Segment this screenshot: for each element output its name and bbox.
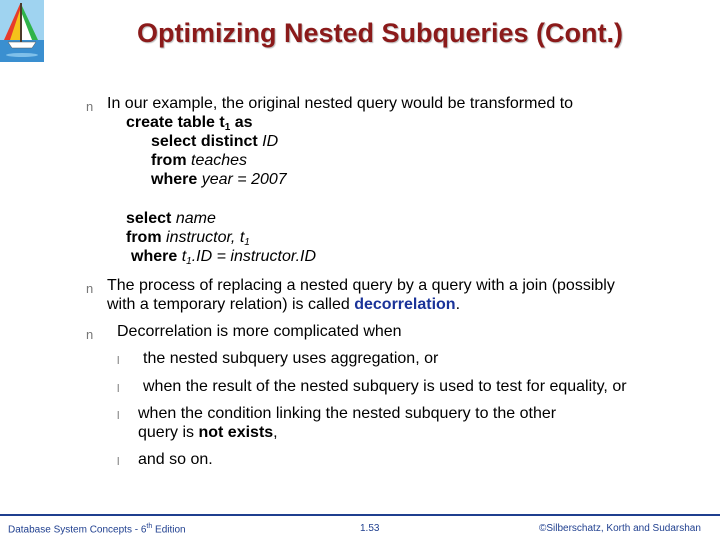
sub-bullet-3-comma: , <box>273 424 278 441</box>
bullet-marker: n <box>86 99 94 114</box>
bullet-marker: n <box>86 281 94 296</box>
where-join-b: .ID = instructor.ID <box>191 248 317 265</box>
footer-book-title <box>8 523 186 535</box>
bullet-2-line-2-text: with a temporary relation) is called <box>107 296 350 313</box>
decorrelation-term: decorrelation <box>354 296 456 313</box>
where-value: year = 2007 <box>201 171 287 188</box>
from-teaches-line <box>151 151 247 170</box>
footer-page-number: 1.53 <box>360 523 380 534</box>
from-value-2: instructor, t <box>166 229 245 246</box>
create-table-text: create table t <box>126 114 225 131</box>
from-keyword-2: from <box>126 229 162 246</box>
create-table-line <box>126 113 253 132</box>
where-join-a: t <box>181 248 187 265</box>
bullet-1-text: In our example, the original nested query would be transformed to <box>107 95 574 112</box>
select-distinct-value: ID <box>262 133 279 150</box>
select-distinct-keyword: select distinct <box>151 133 258 150</box>
bullet-2-period: . <box>455 296 461 313</box>
create-table-subscript: 1 <box>224 122 231 133</box>
sub-bullet-3-line-1: when the condition linking the nested subquery to the other <box>138 405 557 422</box>
from-instructor-line <box>126 228 250 247</box>
sub-bullet-2: when the result of the nested subquery is used to test for equality, or <box>143 378 627 395</box>
where-year-line <box>151 170 287 189</box>
where-join-subscript: 1 <box>186 256 192 267</box>
footer-book-title-a: Database System Concepts - 6 <box>8 524 147 536</box>
from-subscript: 1 <box>244 237 250 248</box>
sub-bullet-3-line-2 <box>138 423 278 442</box>
footer-book-title-sup: th <box>146 523 153 530</box>
footer-copyright: ©Silberschatz, Korth and Sudarshan <box>539 523 701 534</box>
sub-bullet-3-text: query is <box>138 424 195 441</box>
sub-bullet-marker: l <box>117 456 120 468</box>
footer-divider <box>0 514 720 516</box>
bullet-marker: n <box>86 327 94 342</box>
from-value: teaches <box>191 152 248 169</box>
sub-bullet-marker: l <box>117 383 120 395</box>
bullet-3-text: Decorrelation is more complicated when <box>117 323 402 340</box>
where-join-line <box>131 247 316 266</box>
where-keyword: where <box>151 171 198 188</box>
sub-bullet-4: and so on. <box>138 451 213 468</box>
footer-book-title-b: Edition <box>152 524 186 536</box>
from-keyword: from <box>151 152 187 169</box>
bullet-2-line-1: The process of replacing a nested query by a query with a join (possibly <box>107 277 615 294</box>
select-distinct-line <box>151 132 278 151</box>
select-name-line <box>126 209 216 228</box>
select-value: name <box>175 210 216 227</box>
slide-title: Optimizing Nested Subqueries (Cont.) <box>136 18 623 48</box>
select-keyword: select <box>126 210 172 227</box>
bullet-2-line-2 <box>107 295 460 314</box>
sub-bullet-1: the nested subquery uses aggregation, or <box>143 350 439 367</box>
not-exists-term: not exists <box>198 424 274 441</box>
where-keyword-2: where <box>131 248 178 265</box>
sub-bullet-marker: l <box>117 410 120 422</box>
create-table-as: as <box>234 114 253 131</box>
sub-bullet-marker: l <box>117 355 120 367</box>
